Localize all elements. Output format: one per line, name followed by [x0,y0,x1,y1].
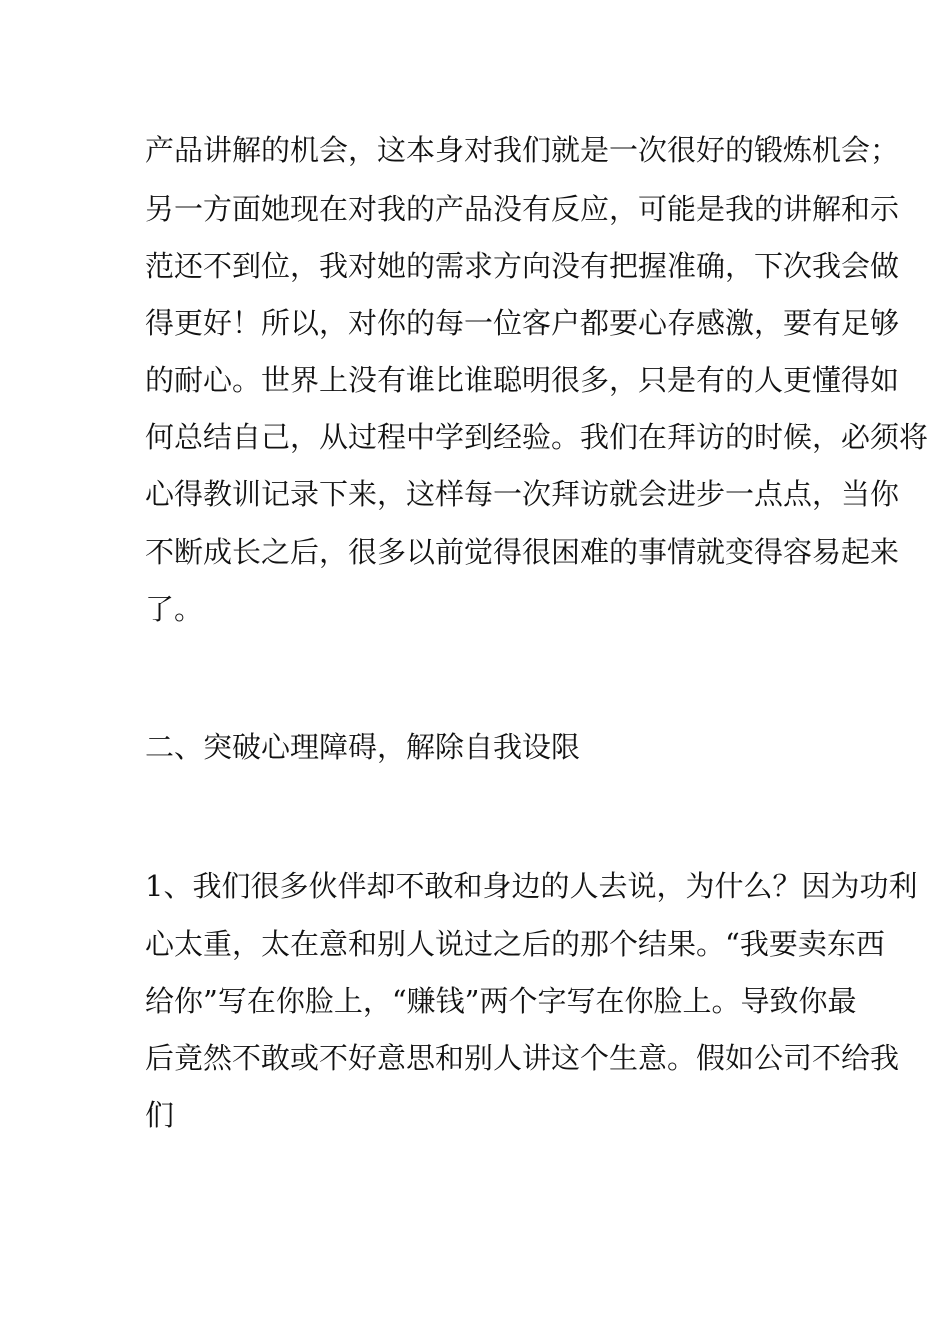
paragraph-1-line-9: 了。 [145,592,204,626]
paragraph-1-line-5: 的耐心。世界上没有谁比谁聪明很多，只是有的人更懂得如 [145,363,900,397]
paragraph-1-line-1: 产品讲解的机会，这本身对我们就是一次很好的锻炼机会； [145,133,900,167]
paragraph-1-line-4: 得更好！所以，对你的每一位客户都要心存感激，要有足够 [145,306,900,340]
paragraph-1-line-2: 另一方面她现在对我的产品没有反应，可能是我的讲解和示 [145,192,900,226]
section-heading: 二、突破心理障碍，解除自我设限 [145,730,581,764]
paragraph-1-line-6: 何总结自己，从过程中学到经验。我们在拜访的时候，必须将 [145,420,929,454]
paragraph-1-line-8: 不断成长之后，很多以前觉得很困难的事情就变得容易起来 [145,535,900,569]
paragraph-2-line-3: 给你”写在你脸上，“赚钱”两个字写在你脸上。导致你最 [145,984,857,1018]
paragraph-2-line-2: 心太重，太在意和别人说过之后的那个结果。“我要卖东西 [145,927,885,961]
paragraph-1-line-3: 范还不到位，我对她的需求方向没有把握准确，下次我会做 [145,249,900,283]
paragraph-2-line-1: 1、我们很多伙伴却不敢和身边的人去说，为什么？因为功利 [145,869,918,903]
paragraph-1-line-7: 心得教训记录下来，这样每一次拜访就会进步一点点，当你 [145,477,900,511]
paragraph-2-line-4: 后竟然不敢或不好意思和别人讲这个生意。假如公司不给我 [145,1041,900,1075]
paragraph-2-line-5: 们 [145,1098,175,1132]
